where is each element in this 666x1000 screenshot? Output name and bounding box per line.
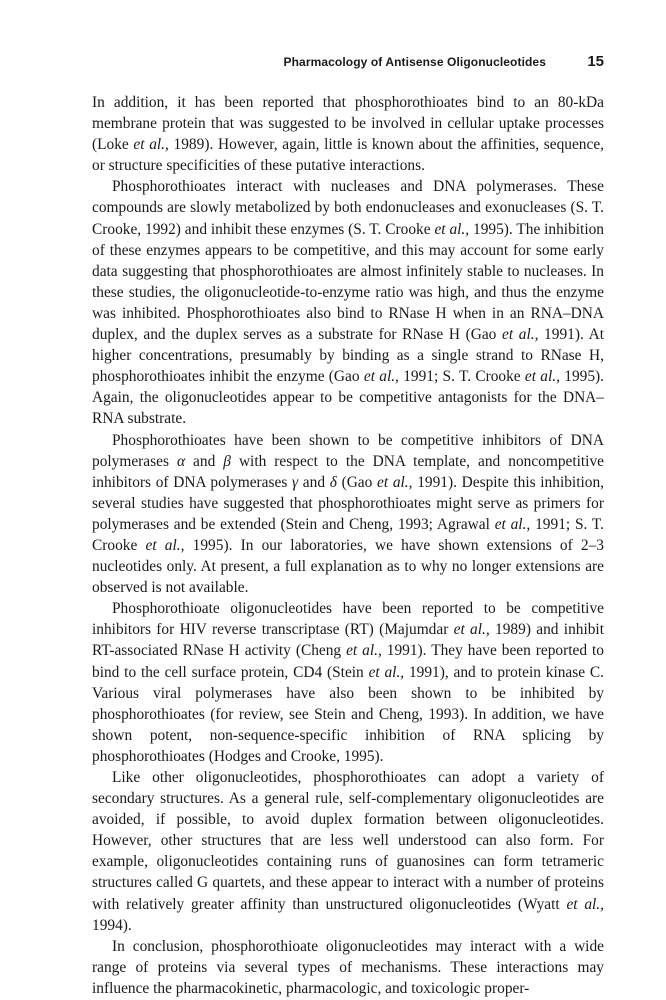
- paragraph: [92, 767, 604, 936]
- text-run: 1989). However, again, little is known about the affinities, sequence, or structure specificities of these putative interactions.: [92, 136, 604, 175]
- text-run: 1991). They have been reported to bind to the cell surface protein, CD4 (Stein: [92, 642, 604, 681]
- italic-text: et al.,: [494, 515, 531, 533]
- italic-text: et al.,: [346, 642, 382, 660]
- italic-text: et al.,: [363, 368, 399, 386]
- text-run: 1995). In our laboratories, we have shown extensions of 2–3 nucleotides only. At present, a full explanation as to why no longer extensions are observed is not available.: [92, 536, 604, 597]
- text-run: In addition, it has been reported that phosphorothioates bind to an 80-kDa membrane protein that was suggested to be involved in cellular uptake processes (Loke: [92, 94, 604, 154]
- paragraph: [92, 430, 604, 599]
- italic-text: et al.,: [434, 220, 470, 238]
- running-title: Pharmacology of Antisense Oligonucleotides: [283, 55, 546, 69]
- italic-text: et al.,: [368, 663, 405, 681]
- italic-text: γ: [292, 473, 299, 491]
- text-run: Phosphorothioates interact with nucleases and DNA polymerases. These compounds are slowly metabolized by both endonucleases and exonucleases (S. T. Crooke, 1992) and inhibit these enzymes (S. T. Crooke: [92, 178, 604, 238]
- paragraph: [92, 598, 604, 767]
- paragraph: [92, 936, 604, 999]
- text-run: 1991; S. T. Crooke: [398, 368, 525, 386]
- italic-text: et al.,: [524, 368, 560, 386]
- italic-text: et al.,: [453, 621, 490, 639]
- text-run: Phosphorothioate oligonucleotides have been reported to be competitive inhibitors for HIV reverse transcriptase (RT) (Majumdar: [92, 600, 604, 639]
- text-run: 1991). Despite this inhibition, several studies have suggested that phosphorothioates might serve as primers for polymerases and be extended (Stein and Cheng, 1993; Agrawal: [92, 473, 604, 533]
- text-run: 1991), and to protein kinase C. Various viral polymerases have also been shown to be inhibited by phosphorothioates (for review, see Stein and Cheng, 1993). In addition, we have shown potent, non-sequence-specific inhibition of RNA splicing by phosphorothioates (Hodges and Crooke, 1995).: [92, 663, 605, 765]
- running-head: [92, 53, 604, 73]
- italic-text: β: [223, 452, 231, 470]
- paragraph: [92, 176, 604, 429]
- text-run: 1995). The inhibition of these enzymes appears to be competitive, and this may account for some early data suggesting that phosphorothioates are almost infinitely stable to nucleases. In these studies, the oligonucleotide-to-enzyme ratio was high, and thus the enzyme was inhibited. Phosphorothioates also bind to RNase H when in an RNA–DNA duplex, and the duplex serves as a substrate for RNase H (Gao: [92, 220, 605, 344]
- italic-text: et al.,: [145, 536, 185, 554]
- italic-text: et al.,: [377, 473, 413, 491]
- body-text: [92, 92, 604, 999]
- text-run: Phosphorothioates have been shown to be competitive inhibitors of DNA polymerases: [92, 431, 604, 470]
- text-run: Like other oligonucleotides, phosphorothioates can adopt a variety of secondary structures. As a general rule, self-complementary oligonucleotides are avoided, if possible, to avoid duplex formation between oligonucleotides. However, other structures that are less well understood can also form. For example, oligonucleotides containing runs of guanosines can form tetrameric structures called G quartets, and these appear to interact with a number of proteins with relatively greater affinity than unstructured oligonucleotides (Wyatt: [92, 769, 604, 913]
- text-run: and: [185, 452, 224, 470]
- text-run: 1989) and inhibit RT-associated RNase H activity (Cheng: [92, 621, 604, 660]
- text-run: and: [298, 473, 330, 491]
- text-run: In conclusion, phosphorothioate oligonucleotides may interact with a wide range of proteins via several types of mechanisms. These interactions may influence the pharmacokinetic, pharmacologic, and toxicologic proper-: [92, 937, 604, 997]
- text-run: 1995). Again, the oligonucleotides appear to be competitive antagonists for the DNA–RNA substrate.: [92, 368, 604, 428]
- italic-text: δ: [329, 473, 337, 491]
- text-run: 1991; S. T. Crooke: [92, 515, 605, 554]
- text-run: (Gao: [336, 473, 378, 491]
- italic-text: α: [176, 452, 186, 470]
- italic-text: et al.,: [502, 326, 539, 344]
- page-number: 15: [587, 53, 604, 70]
- text-run: with respect to the DNA template, and noncompetitive inhibitors of DNA polymerases: [92, 452, 604, 491]
- paragraph: [92, 92, 604, 176]
- italic-text: et al.,: [133, 136, 169, 154]
- text-run: 1991). At higher concentrations, presumably by binding as a single strand to RNase H, phosphorothioates inhibit the enzyme (Gao: [92, 326, 604, 386]
- italic-text: et al.,: [566, 895, 604, 913]
- text-run: 1994).: [92, 916, 132, 934]
